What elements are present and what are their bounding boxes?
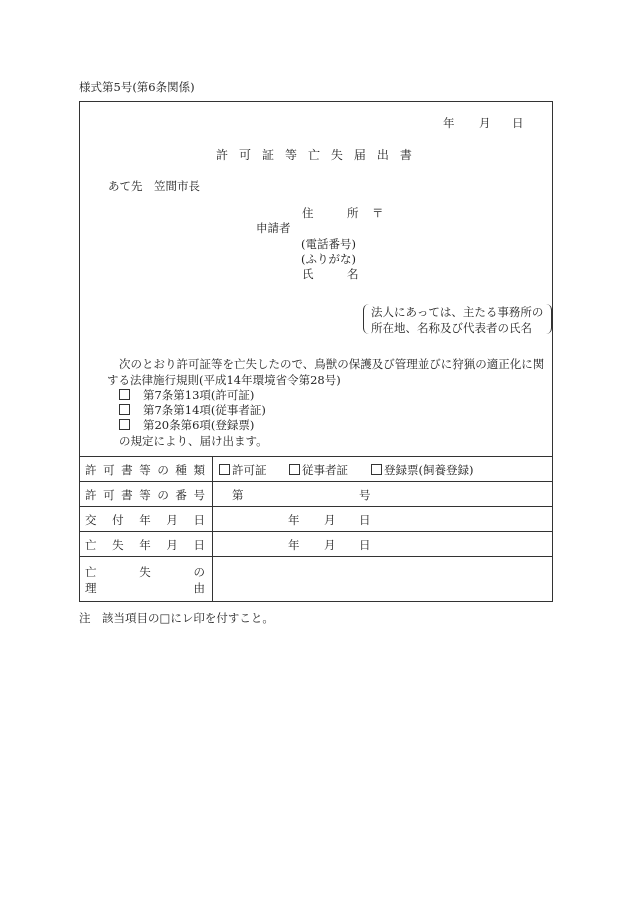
label-char: の xyxy=(193,565,205,579)
option-label: 従事者証 xyxy=(302,463,348,477)
row-label-kind xyxy=(85,462,205,478)
title-char: 書 xyxy=(399,148,412,162)
corporate-note-line1: 法人にあっては、主たる事務所の xyxy=(371,305,544,319)
checkbox[interactable] xyxy=(119,389,130,400)
title-char: 出 xyxy=(376,148,389,162)
row-label-reason-bottom xyxy=(85,580,205,596)
label-char: 類 xyxy=(193,463,205,477)
number-prefix: 第 xyxy=(232,488,244,502)
phone-label: (電話番号) xyxy=(301,237,356,251)
kind-option-3 xyxy=(371,462,473,478)
row-label-number xyxy=(85,487,205,503)
furigana-label: (ふりがな) xyxy=(301,252,356,266)
kind-option-2 xyxy=(289,462,348,478)
checkbox[interactable] xyxy=(119,404,130,415)
label-char: 由 xyxy=(193,581,205,595)
label-char: 等 xyxy=(139,463,151,477)
name-label-2: 名 xyxy=(347,267,359,281)
option-label: 第7条第14項(従事者証) xyxy=(142,403,266,417)
title-char: 可 xyxy=(238,148,251,162)
kind-option-1 xyxy=(219,462,267,478)
label-char: 交 xyxy=(85,513,97,527)
body-option-2 xyxy=(119,402,266,418)
date-month-label: 月 xyxy=(479,116,491,130)
addressee: あて先 笠間市長 xyxy=(108,179,200,193)
title-char: 失 xyxy=(330,148,343,162)
label-char: 月 xyxy=(166,538,178,552)
table-top-border xyxy=(79,456,553,457)
option-label: 第20条第6項(登録票) xyxy=(142,418,255,432)
body-option-3 xyxy=(119,417,254,433)
label-char: 日 xyxy=(193,538,205,552)
form-number: 様式第5号(第6条関係) xyxy=(79,80,195,94)
option-label: 第7条第13項(許可証) xyxy=(142,388,255,402)
body-option-1 xyxy=(119,387,254,403)
label-char: 種 xyxy=(175,463,187,477)
name-label-1: 氏 xyxy=(302,267,314,281)
row-divider xyxy=(79,531,553,532)
issue-year: 年 xyxy=(288,513,300,527)
label-char: 許 xyxy=(85,488,97,502)
label-char: 年 xyxy=(139,513,151,527)
postal-mark: 〒 xyxy=(372,206,384,220)
title-char: 届 xyxy=(353,148,366,162)
issue-day: 日 xyxy=(359,513,371,527)
label-char: 等 xyxy=(139,488,151,502)
loss-month: 月 xyxy=(324,538,336,552)
applicant-label: 申請者 xyxy=(256,221,291,235)
title-char: 亡 xyxy=(307,148,320,162)
label-char: 書 xyxy=(121,463,133,477)
label-char: 号 xyxy=(193,488,205,502)
checkbox[interactable] xyxy=(371,464,382,475)
label-char: 年 xyxy=(139,538,151,552)
row-label-loss-date xyxy=(85,537,205,553)
label-char: 可 xyxy=(103,488,115,502)
row-label-reason-top xyxy=(85,564,205,580)
label-char: 月 xyxy=(166,513,178,527)
checkbox[interactable] xyxy=(119,419,130,430)
address-label-1: 住 xyxy=(302,206,314,220)
row-divider xyxy=(79,556,553,557)
date-year-label: 年 xyxy=(443,116,455,130)
title-char: 許 xyxy=(216,148,229,162)
number-suffix: 号 xyxy=(359,488,371,502)
checkbox[interactable] xyxy=(219,464,230,475)
option-label: 登録票(飼養登録) xyxy=(384,463,474,477)
body-line2: する法律施行規則(平成14年環境省令第28号) xyxy=(107,373,341,387)
corporate-note-line2: 所在地、名称及び代表者の氏名 xyxy=(371,321,532,335)
label-char: 亡 xyxy=(85,565,97,579)
label-char: 許 xyxy=(85,463,97,477)
loss-day: 日 xyxy=(359,538,371,552)
form-title xyxy=(216,146,412,163)
body-closing: の規定により、届け出ます。 xyxy=(119,434,268,448)
label-char: 書 xyxy=(121,488,133,502)
title-char: 等 xyxy=(284,148,297,162)
label-char: 失 xyxy=(112,538,124,552)
option-label: 許可証 xyxy=(232,463,267,477)
label-char: 日 xyxy=(193,513,205,527)
label-char: 番 xyxy=(175,488,187,502)
label-char: の xyxy=(157,488,169,502)
loss-year: 年 xyxy=(288,538,300,552)
date-day-label: 日 xyxy=(512,116,524,130)
checkbox[interactable] xyxy=(289,464,300,475)
body-line1: 次のとおり許可証等を亡失したので、鳥獣の保護及び管理並びに狩猟の適正化に関 xyxy=(119,357,545,371)
row-divider xyxy=(79,481,553,482)
label-char: 亡 xyxy=(85,538,97,552)
issue-month: 月 xyxy=(324,513,336,527)
row-label-issue-date xyxy=(85,512,205,528)
label-char: 失 xyxy=(139,565,151,579)
note-right-bracket xyxy=(545,304,552,334)
note-left-bracket xyxy=(363,304,370,334)
row-divider xyxy=(79,506,553,507)
title-char: 証 xyxy=(261,148,274,162)
column-divider xyxy=(212,456,213,601)
label-char: 可 xyxy=(103,463,115,477)
label-char: 付 xyxy=(112,513,124,527)
label-char: の xyxy=(157,463,169,477)
address-label-2: 所 xyxy=(347,206,359,220)
label-char: 理 xyxy=(85,581,97,595)
footnote: 注 該当項目の□にレ印を付すこと。 xyxy=(79,611,274,625)
